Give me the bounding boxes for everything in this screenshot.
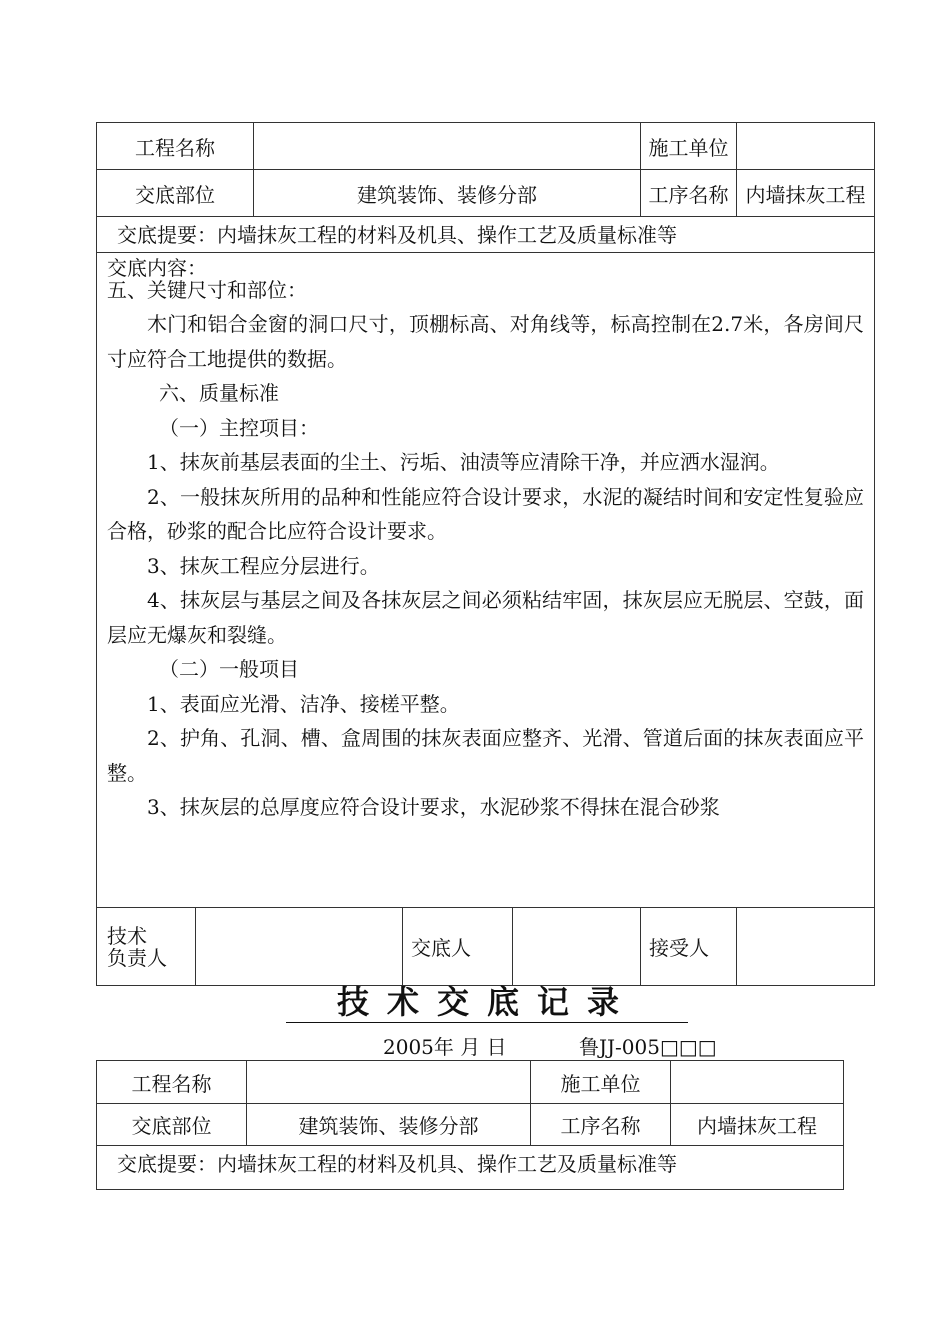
form2-project-name-label: 工程名称: [97, 1061, 247, 1104]
project-name-value: [254, 123, 641, 170]
process-name-label: 工序名称: [641, 170, 737, 217]
form-code: 鲁JJ-005□□□: [579, 1035, 717, 1059]
form2-project-name-value: [247, 1061, 531, 1104]
form-date: 2005年 月 日: [383, 1035, 507, 1059]
tech-lead-label: [97, 908, 196, 986]
main-item-3: 3、抹灰工程应分层进行。: [147, 553, 380, 578]
form2-handover-part-label: 交底部位: [97, 1104, 247, 1146]
handover-person-signature: [513, 908, 641, 986]
section6-title: 六、质量标准: [159, 381, 279, 405]
main-item-1: 1、抹灰前基层表面的尘土、污垢、油渍等应清除干净，并应洒水湿润。: [147, 450, 780, 474]
construction-unit-label: 施工单位: [641, 123, 737, 170]
handover-part-value: 建筑装饰、装修分部: [254, 170, 641, 217]
tech-lead-label-line2: 负责人: [107, 945, 167, 970]
receiver-label: 接受人: [641, 908, 737, 986]
receiver-signature: [737, 908, 875, 986]
project-name-label: 工程名称: [97, 123, 254, 170]
general-item-1: 1、表面应光滑、洁净、接槎平整。: [147, 691, 460, 716]
general-item-3: 3、抹灰层的总厚度应符合设计要求，水泥砂浆不得抹在混合砂浆: [147, 795, 720, 819]
tech-lead-signature: [196, 908, 403, 986]
content-heading: 交底内容：: [107, 256, 207, 280]
form2-process-name-label: 工序名称: [531, 1104, 671, 1146]
handover-part-label: 交底部位: [97, 170, 254, 217]
general-item-2: 2、护角、孔洞、槽、盒周围的抹灰表面应整齐、光滑、管道后面的抹灰表面应平整。: [107, 726, 865, 785]
form2-construction-unit-label: 施工单位: [531, 1061, 671, 1104]
form2-handover-summary: 交底提要：内墙抹灰工程的材料及机具、操作工艺及质量标准等: [97, 1146, 844, 1190]
process-name-value: 内墙抹灰工程: [737, 170, 875, 217]
form2-process-name-value: 内墙抹灰工程: [671, 1104, 844, 1146]
tech-lead-label-line1: 技术: [107, 923, 147, 948]
form-title: 技术交底记录: [286, 982, 688, 1023]
main-item-4: 4、抹灰层与基层之间及各抹灰层之间必须粘结牢固，抹灰层应无脱层、空鼓，面层应无爆灰和裂缝。: [107, 588, 865, 647]
section5-title: 五、关键尺寸和部位：: [107, 278, 307, 302]
handover-person-label: 交底人: [403, 908, 513, 986]
handover-form-2: [96, 1060, 844, 1190]
handover-content: [97, 253, 875, 908]
general-items-title: （二）一般项目: [159, 657, 299, 681]
form2-handover-part-value: 建筑装饰、装修分部: [247, 1104, 531, 1146]
form2-construction-unit-value: [671, 1061, 844, 1104]
main-item-2: 2、一般抹灰所用的品种和性能应符合设计要求，水泥的凝结时间和安定性复验应合格，砂浆的配合比应符合设计要求。: [107, 484, 865, 543]
main-items-title: （一）主控项目：: [159, 415, 319, 440]
handover-form-1: [96, 122, 875, 986]
handover-summary: 交底提要：内墙抹灰工程的材料及机具、操作工艺及质量标准等: [97, 217, 875, 253]
section5-text: 木门和铝合金窗的洞口尺寸，顶棚标高、对角线等，标高控制在2.7米，各房间尺寸应符合工地提供的数据。: [107, 312, 865, 371]
construction-unit-value: [737, 123, 875, 170]
